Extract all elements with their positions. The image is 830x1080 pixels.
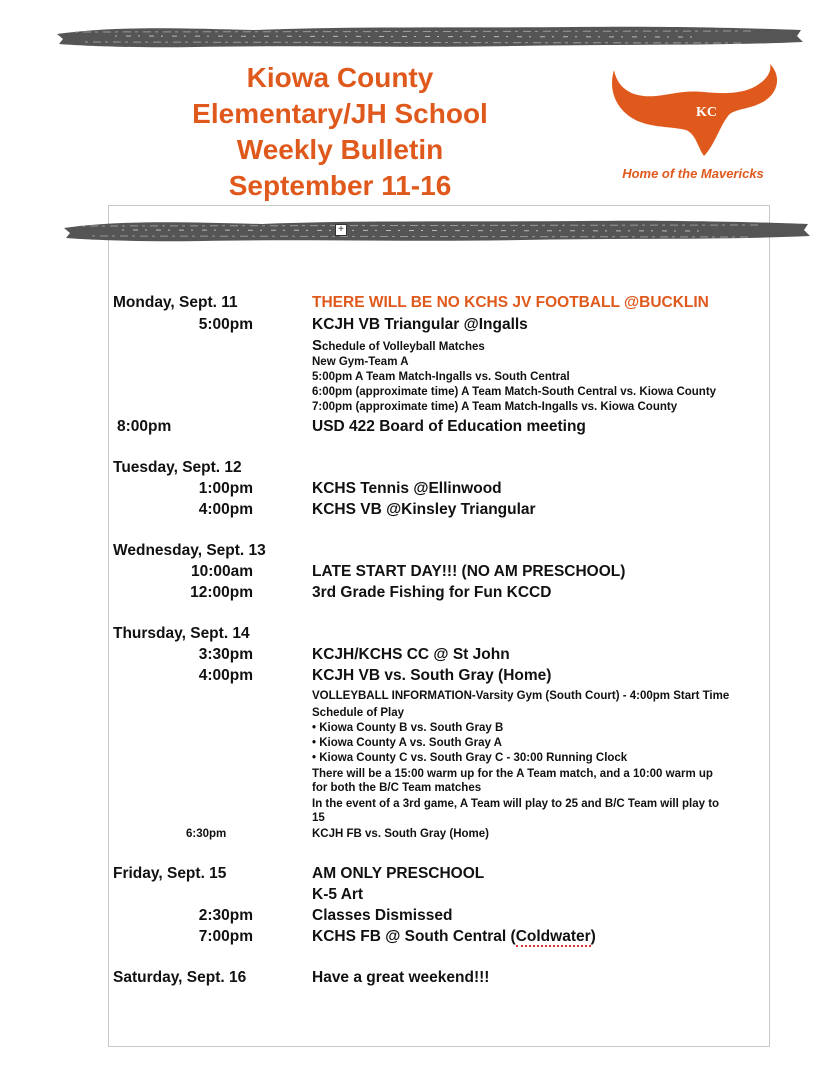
tuesday-heading: Tuesday, Sept. 12 <box>113 459 242 476</box>
tuesday-time-2: 4:00pm <box>198 501 253 518</box>
bottom-brush-divider <box>62 216 812 246</box>
monday-detail-4: 6:00pm (approximate time) A Team Match-South Central vs. Kiowa County <box>312 386 717 398</box>
friday-event-4 <box>312 928 596 946</box>
thursday-detail-1: VOLLEYBALL INFORMATION-Varsity Gym (South Court) - 4:00pm Start Time <box>312 690 730 702</box>
friday-heading: Friday, Sept. 15 <box>113 865 227 882</box>
friday-time-3: 2:30pm <box>198 907 253 924</box>
friday-event-1: AM ONLY PRESCHOOL <box>312 865 485 882</box>
top-brush-divider <box>55 22 805 52</box>
monday-detail-2: New Gym-Team A <box>312 356 409 368</box>
wednesday-event-1: LATE START DAY!!! (NO AM PRESCHOOL) <box>312 563 626 580</box>
title-line-school: Kiowa County <box>246 62 434 93</box>
monday-notice: THERE WILL BE NO KCHS JV FOOTBALL @BUCKLIN <box>312 294 709 311</box>
title-line-level: Elementary/JH School <box>192 98 488 129</box>
friday-event-4-pre: KCHS FB @ South Central ( <box>312 928 516 945</box>
monday-time-2: 8:00pm <box>117 418 172 435</box>
thursday-detail-5: • Kiowa County C vs. South Gray C - 30:00 Running Clock <box>312 752 628 764</box>
thursday-event-1: KCJH/KCHS CC @ St John <box>312 646 510 663</box>
wednesday-time-2: 12:00pm <box>190 584 253 601</box>
tuesday-time-1: 1:00pm <box>198 480 253 497</box>
table-move-handle-icon[interactable]: + <box>335 224 347 236</box>
maverick-logo <box>604 60 780 160</box>
tuesday-event-1: KCHS Tennis @Ellinwood <box>312 480 502 497</box>
friday-event-4-post: ) <box>590 928 596 945</box>
wednesday-time-1: 10:00am <box>190 563 253 580</box>
thursday-detail-7: for both the B/C Team matches <box>312 782 482 794</box>
thursday-event-2: KCJH VB vs. South Gray (Home) <box>312 667 552 684</box>
thursday-detail-4: • Kiowa County A vs. South Gray A <box>312 737 502 749</box>
wednesday-heading: Wednesday, Sept. 13 <box>113 542 266 559</box>
thursday-heading: Thursday, Sept. 14 <box>113 625 250 642</box>
title-line-bulletin: Weekly Bulletin <box>236 134 444 165</box>
monday-detail-3: 5:00pm A Team Match-Ingalls vs. South Central <box>312 371 570 383</box>
tuesday-event-2: KCHS VB @Kinsley Triangular <box>312 501 536 518</box>
monday-event-2: USD 422 Board of Education meeting <box>312 418 586 435</box>
saturday-event-1: Have a great weekend!!! <box>312 969 490 986</box>
friday-event-3: Classes Dismissed <box>312 907 453 924</box>
monday-time-1: 5:00pm <box>198 316 253 333</box>
thursday-time-1: 3:30pm <box>198 646 253 663</box>
wednesday-event-2: 3rd Grade Fishing for Fun KCCD <box>312 584 552 601</box>
thursday-detail-8: In the event of a 3rd game, A Team will play to 25 and B/C Team will play to <box>312 798 720 810</box>
friday-event-2: K-5 Art <box>312 886 364 903</box>
monday-detail-rest: chedule of Volleyball Matches <box>322 341 485 353</box>
friday-time-4: 7:00pm <box>198 928 253 945</box>
tagline: Home of the Mavericks <box>622 166 764 181</box>
thursday-detail-2: Schedule of Play <box>312 707 405 719</box>
monday-detail-cap: S <box>312 337 323 354</box>
monday-detail-5: 7:00pm (approximate time) A Team Match-Ingalls vs. Kiowa County <box>312 401 678 413</box>
thursday-detail-9: 15 <box>312 812 325 824</box>
thursday-time-3: 6:30pm <box>186 828 227 840</box>
monday-detail-heading <box>312 337 485 355</box>
thursday-time-2: 4:00pm <box>198 667 253 684</box>
title-line-dates: September 11-16 <box>228 170 452 201</box>
spellcheck-word[interactable]: Coldwater <box>515 928 591 945</box>
bulletin-title <box>160 60 520 204</box>
monday-event-1: KCJH VB Triangular @Ingalls <box>312 316 528 333</box>
thursday-detail-6: There will be a 15:00 warm up for the A Team match, and a 10:00 warm up <box>312 768 713 780</box>
thursday-detail-3: • Kiowa County B vs. South Gray B <box>312 722 504 734</box>
thursday-event-3: KCJH FB vs. South Gray (Home) <box>312 828 489 840</box>
saturday-heading: Saturday, Sept. 16 <box>113 969 247 986</box>
logo-monogram: KC <box>696 105 717 120</box>
monday-heading: Monday, Sept. 11 <box>113 294 238 311</box>
